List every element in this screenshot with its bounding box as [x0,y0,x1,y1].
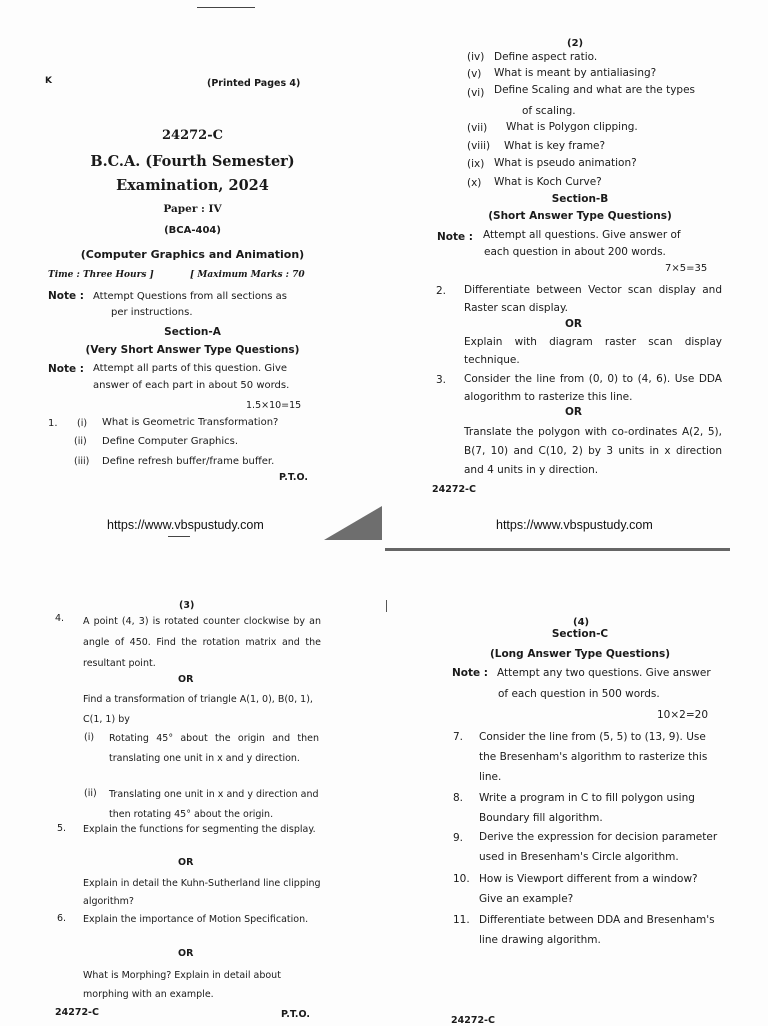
or-separator: OR [178,857,194,868]
note-text: Attempt Questions from all sections as [93,291,288,302]
sub-question-number: (ix) [467,158,485,170]
maximum-marks: [ Maximum Marks : 70 [190,270,305,280]
section-b-heading: Section-B [551,193,609,205]
pto-label: P.T.O. [279,472,308,483]
question-number: 5. [57,823,67,834]
question-number: 6. [57,913,67,924]
question-number: 1. [48,418,58,429]
note-label: Note : [48,290,84,302]
page-number: (4) [573,617,590,628]
page-divider-tick [386,600,387,612]
section-b-type: (Short Answer Type Questions) [488,210,672,222]
note-text: each question in about 200 words. [484,246,666,258]
pto-label: P.T.O. [281,1009,310,1020]
note-label: Note : [452,667,488,679]
or-separator: OR [565,406,583,418]
sub-question-number: (iv) [467,51,485,63]
question-text: Consider the line from (0, 0) to (4, 6). Use DDA alogorithm to rasterize this line. [464,373,722,403]
sub-question-number: (i) [77,418,88,429]
exam-title: Examination, 2024 [116,177,269,194]
sub-question-number: (ii) [84,788,97,799]
question-text: Derive the expression for decision parameter [479,831,718,843]
question-text: Differentiate between DDA and Bresenham's [479,914,715,926]
scan-line-short [168,536,190,537]
section-c-type: (Long Answer Type Questions) [489,648,671,660]
scan-smudge-page1 [324,506,382,540]
sub-question-number: (v) [467,68,482,80]
question-text: A point (4, 3) is rotated counter clockwise by an angle of 450. Find the rotation matrix and the resultant point. [83,616,321,669]
note-text: Attempt all questions. Give answer of [483,229,681,241]
sub-question-number: (iii) [74,456,90,467]
note-text: of each question in 500 words. [498,688,660,700]
sub-question-text: What is pseudo animation? [494,157,637,169]
corner-mark: K [45,76,52,86]
sub-question-text: What is key frame? [504,140,606,152]
sub-question-text: What is Geometric Transformation? [102,417,279,428]
printed-pages: (Printed Pages 4) [207,78,301,89]
marks-distribution: 1.5×10=15 [246,400,302,411]
sub-question-text: Define Scaling and what are the types [494,84,696,96]
question-text: the Bresenham's algorithm to rasterize this [479,751,708,763]
question-number: 10. [453,873,470,885]
question-text: How is Viewport different from a window? [479,873,698,885]
note-text: Attempt any two questions. Give answer [497,667,711,679]
question-number: 3. [436,374,447,386]
course-code: (BCA-404) [164,225,221,236]
question-text: Find a transformation of triangle A(1, 0), B(0, 1), C(1, 1) by [83,694,313,725]
sub-question-number: (vii) [467,122,488,134]
question-text: Consider the line from (5, 5) to (13, 9). Use [479,731,706,743]
question-text: Translate the polygon with co-ordinates A(2, 5), B(7, 10) and C(10, 2) by 3 units in x direction and 4 units in y direction. [464,426,722,476]
marks-distribution: 10×2=20 [657,709,708,721]
sub-question-number: (viii) [467,140,491,152]
section-a-heading: Section-A [164,326,221,338]
question-text: Explain the importance of Motion Specification. [83,914,309,925]
scan-line-right [385,548,730,551]
question-text: Boundary fill algorithm. [479,812,603,824]
or-separator: OR [565,318,583,330]
question-text: Explain with diagram raster scan display technique. [464,336,722,366]
question-text: What is Morphing? Explain in detail about morphing with an example. [83,970,281,1000]
question-number: 9. [453,832,464,844]
question-number: 8. [453,792,464,804]
website-link[interactable]: https://www.vbspustudy.com [496,518,653,532]
question-text: Differentiate between Vector scan display and Raster scan display. [464,284,722,314]
time-allowed: Time : Three Hours ] [48,270,154,280]
paper-code-footer: 24272-C [451,1015,495,1026]
note-text: per instructions. [111,307,193,318]
question-number: 4. [55,613,65,624]
question-text: Explain the functions for segmenting the display. [83,824,316,835]
sub-question-text: Rotating 45° about the origin and then translating one unit in x and y direction. [109,733,319,764]
question-number: 7. [453,731,464,743]
sub-question-text: Define aspect ratio. [494,51,598,63]
paper-code-footer: 24272-C [432,484,476,495]
or-separator: OR [178,674,194,685]
sub-question-text: What is Koch Curve? [494,176,602,188]
note-label: Note : [437,231,473,243]
note-text: Attempt all parts of this question. Give [93,363,288,374]
question-text: Write a program in C to fill polygon using [479,792,695,804]
question-text: line drawing algorithm. [479,934,601,946]
degree-title: B.C.A. (Fourth Semester) [90,153,295,170]
section-c-heading: Section-C [551,628,609,640]
paper-number: Paper : IV [163,203,222,215]
paper-code-footer: 24272-C [55,1007,99,1018]
sub-question-text: What is Polygon clipping. [506,121,638,133]
sub-question-number: (i) [84,732,95,743]
note-text: answer of each part in about 50 words. [93,380,290,391]
subject-title: (Computer Graphics and Animation) [80,248,305,261]
top-scan-line [197,7,255,8]
question-number: 11. [453,914,470,926]
paper-code: 24272-C [162,128,223,143]
note-label: Note : [48,363,84,375]
question-text: Give an example? [479,893,574,905]
question-text: used in Bresenham's Circle algorithm. [479,851,679,863]
section-a-type: (Very Short Answer Type Questions) [85,344,300,356]
website-link[interactable]: https://www.vbspustudy.com [107,518,264,532]
question-number: 2. [436,285,447,297]
sub-question-text: of scaling. [522,105,576,117]
page-number: (2) [567,38,584,49]
or-separator: OR [178,948,194,959]
sub-question-number: (vi) [467,87,485,99]
question-text: Explain in detail the Kuhn-Sutherland line clipping algorithm? [83,878,321,907]
marks-distribution: 7×5=35 [665,263,708,274]
sub-question-number: (ii) [74,436,87,447]
page-number: (3) [179,600,195,611]
sub-question-number: (x) [467,177,482,189]
sub-question-text: What is meant by antialiasing? [494,67,657,79]
sub-question-text: Define refresh buffer/frame buffer. [102,456,275,467]
question-text: line. [479,771,502,783]
sub-question-text: Translating one unit in x and y direction and then rotating 45° about the origin. [109,789,319,820]
sub-question-text: Define Computer Graphics. [102,436,239,447]
